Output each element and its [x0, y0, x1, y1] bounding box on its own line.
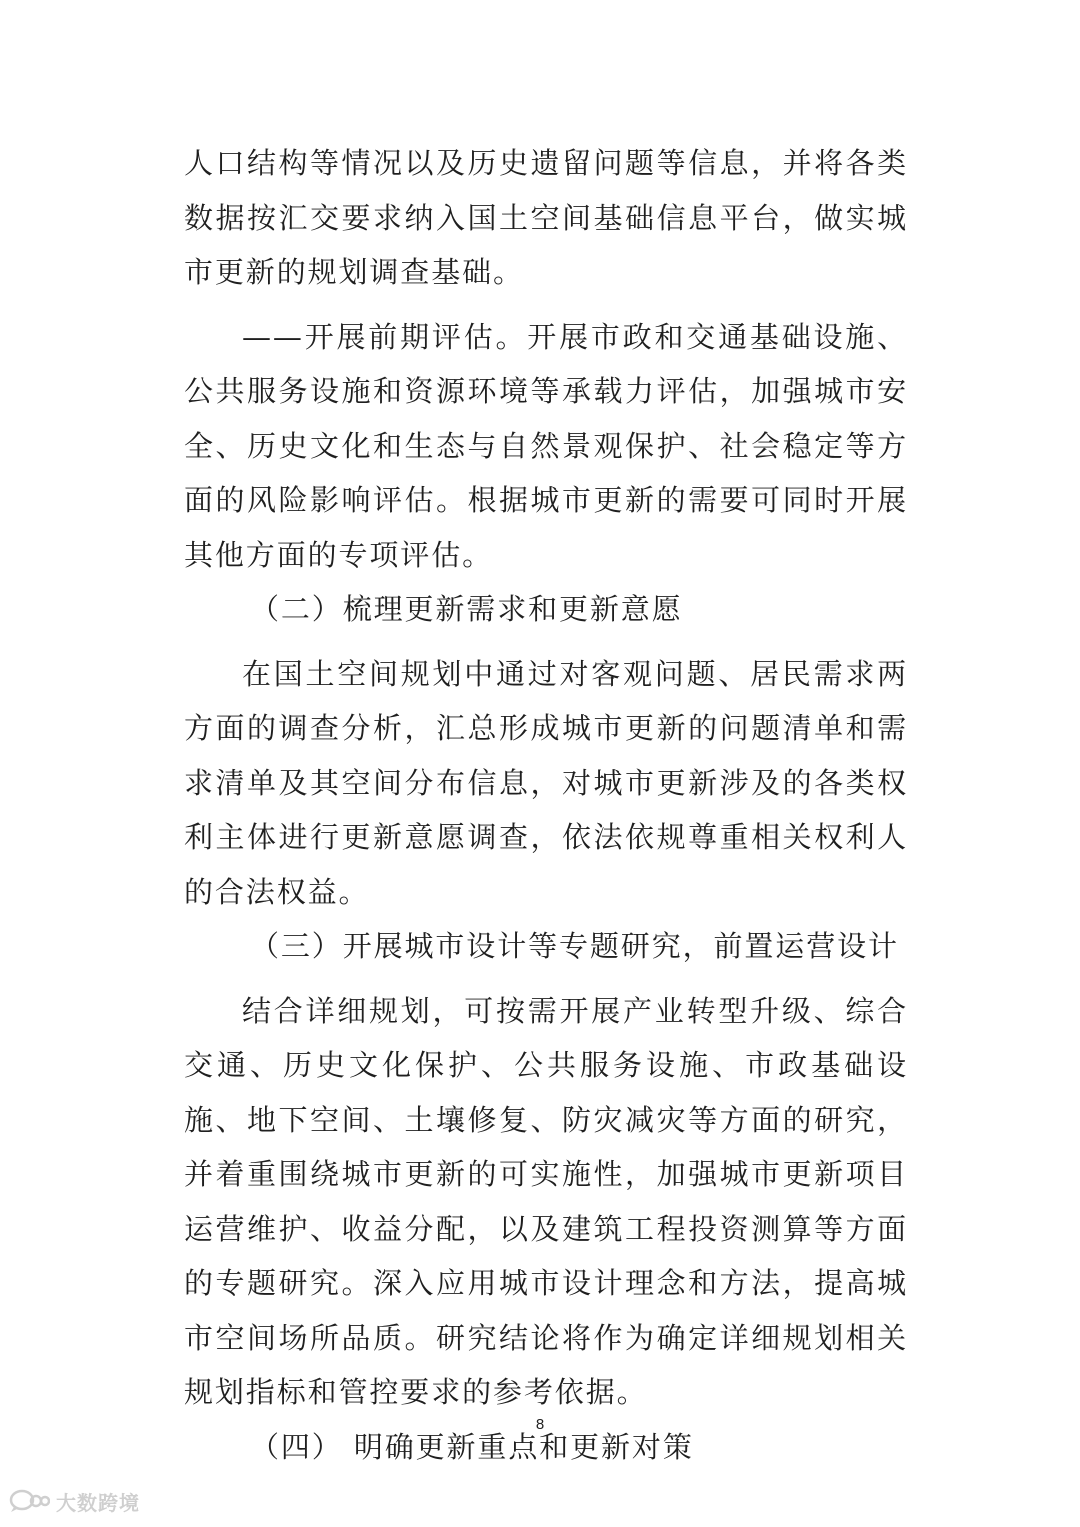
- document-body: [184, 136, 908, 1474]
- page-number: 8: [535, 1416, 545, 1433]
- chat-bubble-logo-icon: [8, 1489, 50, 1513]
- paragraph-renewal-needs: 在国土空间规划中通过对客观问题、居民需求两方面的调查分析，汇总形成城市更新的问题清单和需求清单及其空间分布信息，对城市更新涉及的各类权利主体进行更新意愿调查，依法依规尊重相关权利人的合法权益。: [184, 656, 908, 909]
- paragraph-continued: 人口结构等情况以及历史遗留问题等信息，并将各类数据按汇交要求纳入国土空间基础信息平台，做实城市更新的规划调查基础。: [184, 146, 908, 289]
- section-heading-3: （三）开展城市设计等专题研究，前置运营设计: [250, 929, 899, 963]
- section-heading-2: （二）梳理更新需求和更新意愿: [250, 592, 683, 626]
- watermark-text: 大数跨境: [56, 1492, 140, 1515]
- watermark: [8, 1487, 140, 1515]
- paragraph-special-studies: 结合详细规划，可按需开展产业转型升级、综合交通、历史文化保护、公共服务设施、市政基础设施、地下空间、土壤修复、防灾减灾等方面的研究，并着重围绕城市更新的可实施性，加强城市更新项目运营维护、收益分配，以及建筑工程投资测算等方面的专题研究。深入应用城市设计理念和方法，提高城市空间场所品质。研究结论将作为确定详细规划相关规划指标和管控要求的参考依据。: [184, 993, 908, 1409]
- section-heading-4: （四） 明确更新重点和更新对策: [250, 1429, 694, 1464]
- paragraph-preliminary-assessment: ——开展前期评估。开展市政和交通基础设施、公共服务设施和资源环境等承载力评估，加强城市安全、历史文化和生态与自然景观保护、社会稳定等方面的风险影响评估。根据城市更新的需要可同时开展其他方面的专项评估。: [184, 319, 908, 572]
